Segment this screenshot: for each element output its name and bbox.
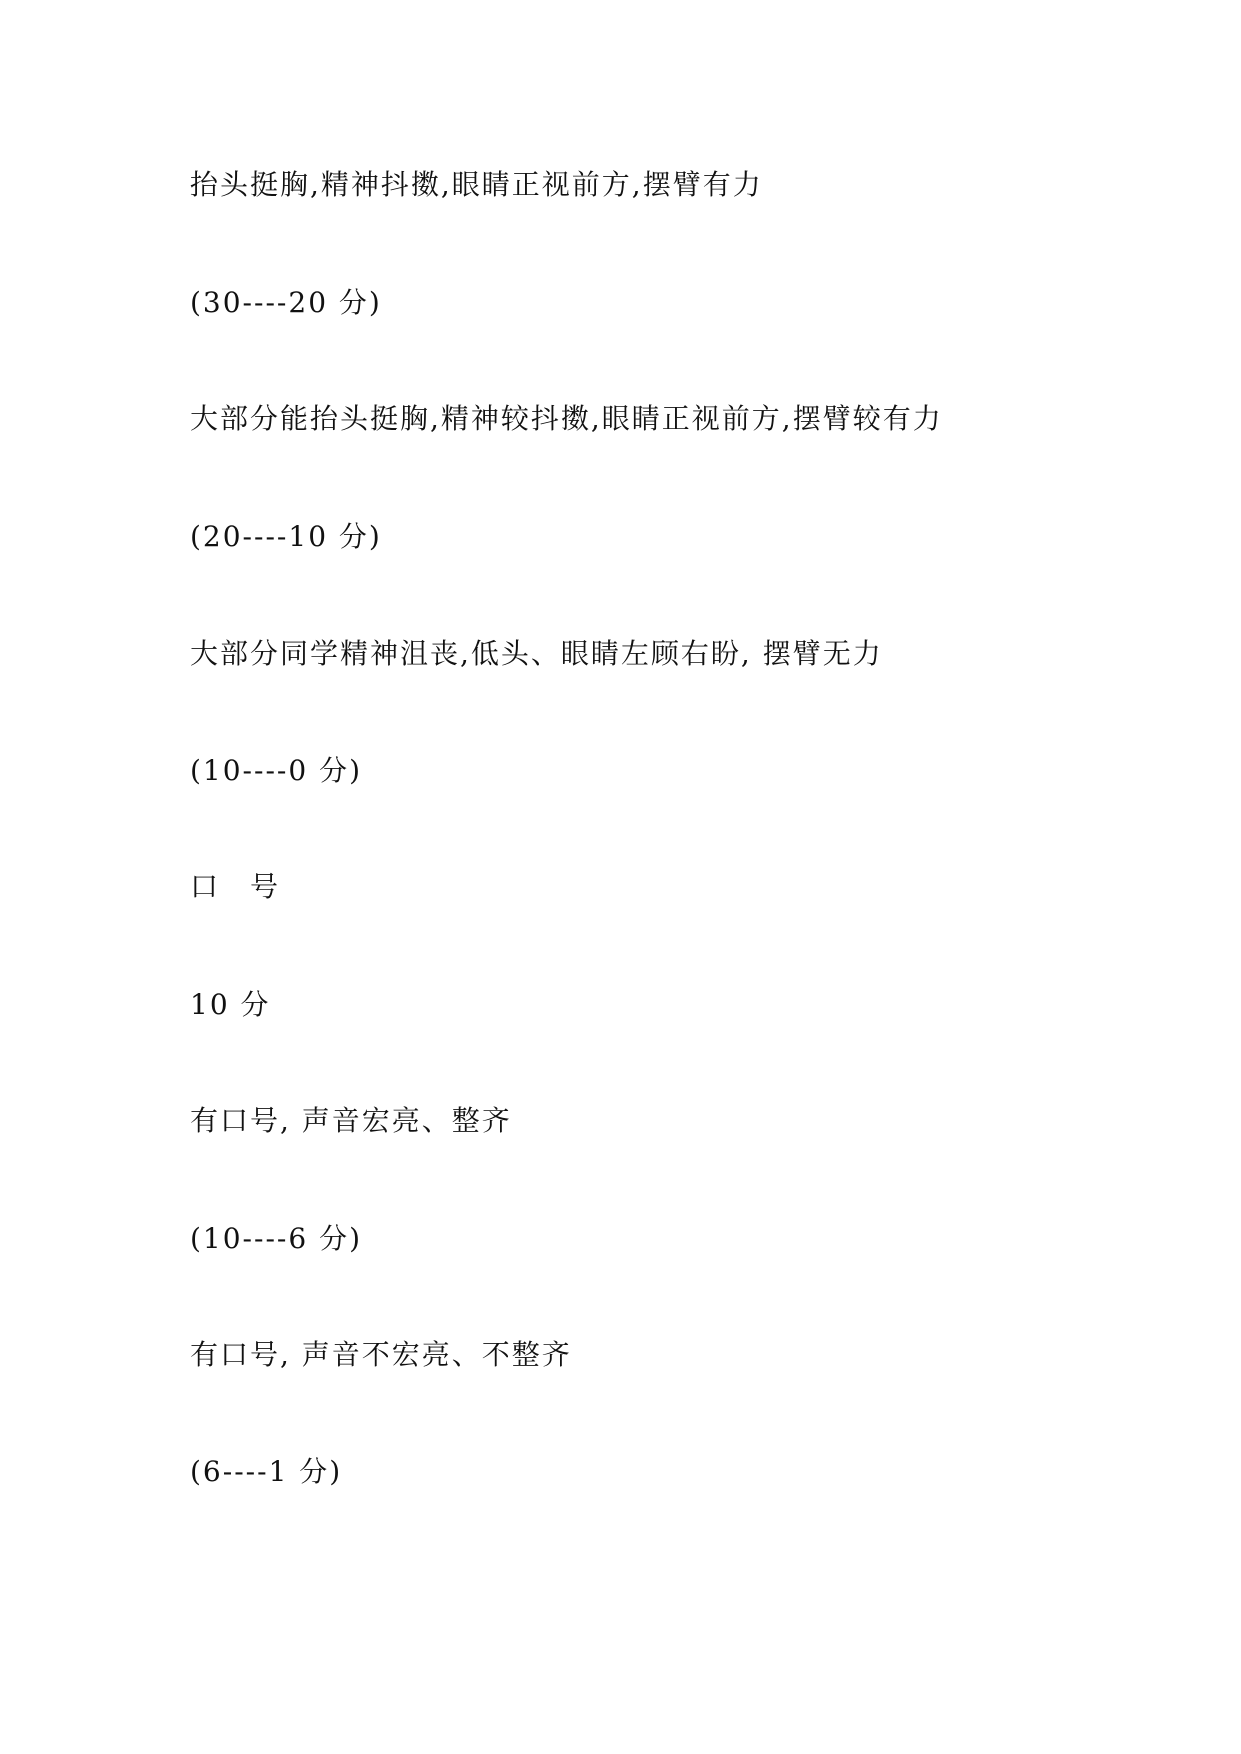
criteria-text: 大部分同学精神沮丧,低头、眼睛左顾右盼, 摆臂无力 <box>190 637 883 670</box>
score-range: (30----20 分) <box>190 286 382 319</box>
section-points: 10 分 <box>190 988 271 1021</box>
score-range: (10----6 分) <box>190 1222 363 1255</box>
section-heading: 口 号 <box>190 870 281 903</box>
score-range: (6----1 分) <box>190 1455 343 1488</box>
score-range: (20----10 分) <box>190 520 382 553</box>
criteria-text: 抬头挺胸,精神抖擞,眼睛正视前方,摆臂有力 <box>190 168 763 201</box>
criteria-text: 大部分能抬头挺胸,精神较抖擞,眼睛正视前方,摆臂较有力 <box>190 402 943 435</box>
criteria-text: 有口号, 声音不宏亮、不整齐 <box>190 1338 572 1371</box>
criteria-text: 有口号, 声音宏亮、整齐 <box>190 1104 512 1137</box>
score-range: (10----0 分) <box>190 754 363 787</box>
